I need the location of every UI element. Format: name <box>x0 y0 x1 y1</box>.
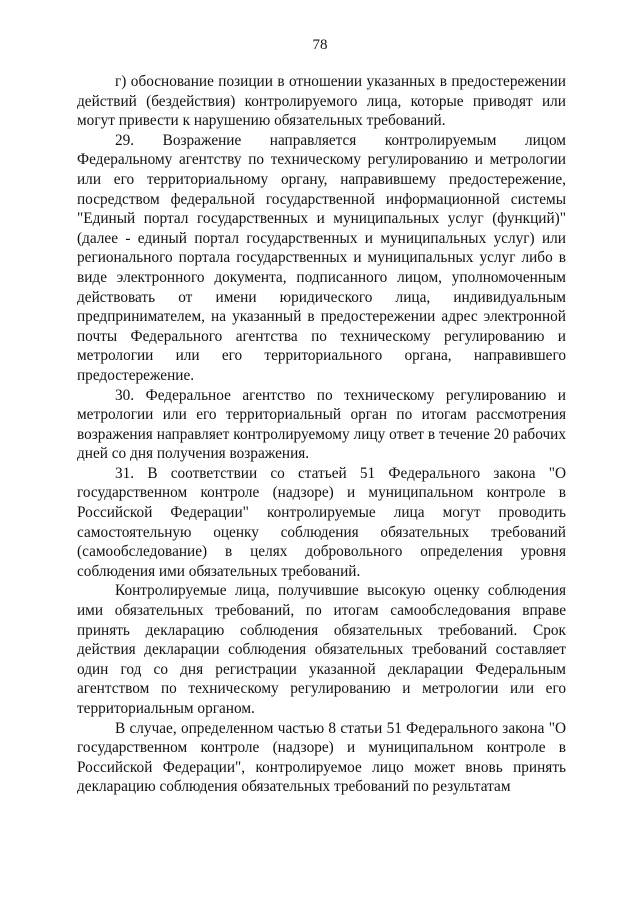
paragraph-item-g: г) обоснование позиции в отношении указанных в предостережении действий (бездействия) контролируемого лица, которые приводят или могут привести к нарушению обязательных требований. <box>77 73 566 130</box>
paragraph-31: 31. В соответствии со статьей 51 Федерального закона "О государственном контроле (надзоре) и муниципальном контроле в Российской Федерации" контролируемые лица могут проводить самостоятельную оценку соблюдения обязательных требований (самообследование) в целях добровольного определения уровня соблюдения ими обязательных требований. <box>77 464 566 580</box>
paragraph-29: 29. Возражение направляется контролируемым лицом Федеральному агентству по техническому регулированию и метрологии или его территориальному органу, направившему предостережение, посредством федеральной государственной информационной системы "Единый портал государственных и муниципальных услуг (функций)" (далее - единый портал государственных и муниципальных услуг) или регионального портала государственных и муниципальных услуг либо в виде электронного документа, подписанного лицом, уполномоченным действовать от имени юридического лица, индивидуальным предпринимателем, на указанный в предостережении адрес электронной почты Федерального агентства по техническому регулированию и метрологии или его территориального органа, направившего предостережение. <box>77 131 566 384</box>
page-number: 78 <box>312 37 328 53</box>
paragraph-30: 30. Федеральное агентство по техническому регулированию и метрологии или его территориальный орган по итогам рассмотрения возражения направляет контролируемому лицу ответ в течение 20 рабочих дней со дня получения возражения. <box>77 386 566 463</box>
paragraph-declaration: Контролируемые лица, получившие высокую оценку соблюдения ими обязательных требований, по итогам самообследования вправе принять декларацию соблюдения обязательных требований. Срок действия декларации соблюдения обязательных требований составляет один год со дня регистрации указанной декларации Федеральным агентством по техническому регулированию и метрологии или его территориальным органом. <box>77 582 566 717</box>
paragraph-repeat-declaration: В случае, определенном частью 8 статьи 51 Федерального закона "О государственном контроле (надзоре) и муниципальном контроле в Российской Федерации", контролируемое лицо может вновь принять декларацию соблюдения обязательных требований по результатам <box>77 719 566 796</box>
document-body <box>77 72 566 797</box>
